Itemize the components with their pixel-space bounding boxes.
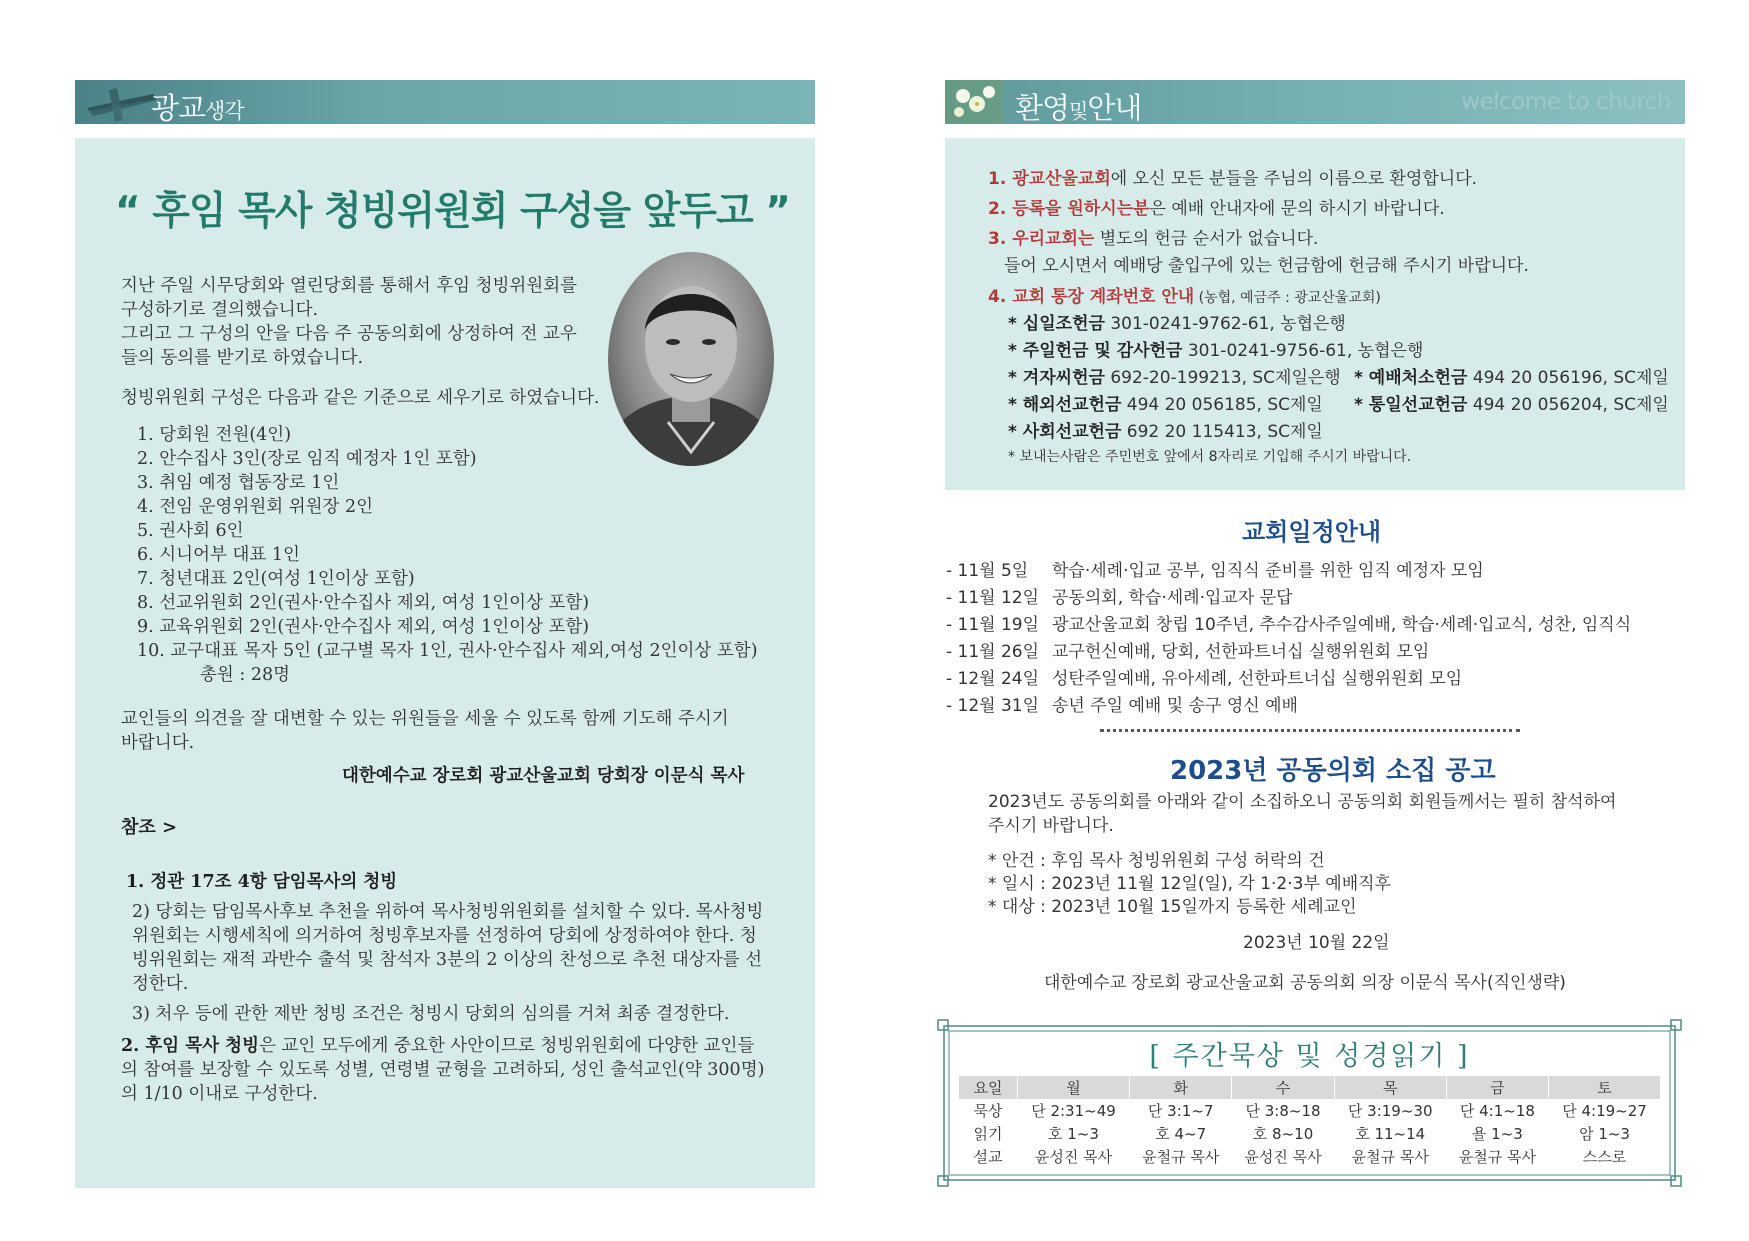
- list-item: - 12월 24일 성탄주일예배, 유아세례, 선한파트너십 실행위원회 모임: [946, 669, 1463, 689]
- criteria-list: [137, 423, 758, 687]
- schedule-list: [946, 556, 1631, 718]
- reference-title: 참조 >: [121, 817, 178, 838]
- table-row: 묵상 단 2:31~49 단 3:1~7 단 3:8~18 단 3:19~30 단 4:1~18 단 4:19~27: [959, 1099, 1661, 1122]
- list-item: 5. 권사회 6인: [137, 521, 244, 541]
- account-tithe: * 십일조헌금 301-0241-9762-61, 농협은행: [1008, 314, 1346, 334]
- list-item: - 11월 26일 교구헌신예배, 당회, 선한파트너십 실행위원회 모임: [946, 642, 1430, 662]
- list-item: * 안건 : 후임 목사 청빙위원회 구성 허락의 건: [988, 851, 1325, 871]
- account-social-mission: * 사회선교헌금 692 20 115413, SC제일: [1008, 422, 1323, 442]
- welcome-item-4: 4. 교회 통장 계좌번호 안내 (농협, 예금주 : 광교산울교회): [988, 287, 1381, 307]
- reference-2: 2. 후임 목사 청빙은 교인 모두에게 중요한 사안이므로 청빙위원회에 다양한 교인들 의 참여를 보장할 수 있도록 성별, 연령별 균형을 고려하되, 성인 출석교인(약 300명) 의 1/10 이내로 구성한다.: [121, 1036, 765, 1104]
- left-header-title: 광교생각: [151, 91, 244, 125]
- reference-1-title: 1. 정관 17조 4항 담임목사의 청빙: [126, 872, 398, 892]
- list-item: - 12월 31일 송년 주일 예배 및 송구 영신 예배: [946, 696, 1298, 716]
- list-item: - 11월 19일 광교산울교회 창립 10주년, 추수감사주일예배, 학습·세례·입교식, 성찬, 임직식: [946, 615, 1632, 635]
- reference-1-clause-3: 3) 처우 등에 관한 제반 청빙 조건은 청빙시 당회의 심의를 거쳐 최종 결정한다.: [132, 1004, 730, 1024]
- list-item: 7. 청년대표 2인(여성 1인이상 포함): [137, 569, 415, 589]
- headline: “ 후임 목사 청빙위원회 구성을 앞두고 ”: [115, 189, 790, 234]
- account-worship-place: * 예배처소헌금 494 20 056196, SC제일: [1354, 368, 1669, 388]
- list-item: 6. 시니어부 대표 1인: [137, 545, 300, 565]
- criteria-intro: 청빙위원회 구성은 다음과 같은 기준으로 세우기로 하였습니다.: [121, 388, 600, 408]
- list-item: 4. 전임 운영위원회 위원장 2인: [137, 497, 374, 517]
- meeting-title: 2023년 공동의회 소집 공고: [1170, 756, 1496, 786]
- list-item: 8. 선교위원회 2인(권사·안수집사 제외, 여성 1인이상 포함): [137, 593, 590, 613]
- table-row: 요일 월 화 수 목 금 토: [959, 1076, 1661, 1099]
- meeting-date: 2023년 10월 22일: [1243, 933, 1390, 953]
- account-note: * 보내는사람은 주민번호 앞에서 8자리로 기입해 주시기 바랍니다.: [1008, 449, 1412, 465]
- list-item: - 11월 5일 학습·세례·입교 공부, 임직식 준비를 위한 임직 예정자 모임: [946, 561, 1484, 581]
- header-watermark: welcome to church: [1461, 89, 1671, 115]
- list-item: 10. 교구대표 목자 5인 (교구별 목자 1인, 권사·안수집사 제외,여성 2인이상 포함): [137, 641, 758, 661]
- reference-1-clause-2: 2) 당회는 담임목사후보 추천을 위하여 목사청빙위원회를 설치할 수 있다. 목사청빙 위원회는 시행세칙에 의거하여 청빙후보자를 선정하여 당회에 상정하여야 한다. 청 빙위원회는 재적 과반수 출석 및 참석자 3분의 2 이상의 찬성으로 추천 대상자를 선 정한다.: [132, 902, 764, 994]
- meeting-signature: 대한예수교 장로회 광교산울교회 공동의회 의장 이문식 목사(직인생략): [1044, 973, 1566, 993]
- right-header-title: 환영및안내: [1015, 91, 1142, 125]
- table-row: 읽기 호 1~3 호 4~7 호 8~10 호 11~14 욜 1~3 암 1~3: [959, 1122, 1661, 1145]
- meeting-intro: 2023년도 공동의회를 아래와 같이 소집하오니 공동의회 회원들께서는 필히 참석하여 주시기 바랍니다.: [988, 792, 1617, 836]
- left-section-header: [75, 80, 815, 124]
- list-item: * 일시 : 2023년 11월 12일(일), 각 1·2·3부 예배직후: [988, 874, 1391, 894]
- welcome-item-1: 1. 광교산울교회에 오신 모든 분들을 주님의 이름으로 환영합니다.: [988, 169, 1478, 189]
- list-item: - 11월 12일 공동의회, 학습·세례·입교자 문답: [946, 588, 1293, 608]
- account-overseas-mission: * 해외선교헌금 494 20 056185, SC제일: [1008, 395, 1323, 415]
- prayer-request: 교인들의 의견을 잘 대변할 수 있는 위원들을 세울 수 있도록 함께 기도해 주시기 바랍니다.: [121, 709, 729, 753]
- list-item: * 대상 : 2023년 10월 15일까지 등록한 세례교인: [988, 897, 1357, 917]
- dotted-divider: [1100, 729, 1520, 732]
- intro-paragraph: 지난 주일 시무당회와 열린당회를 통해서 후임 청빙위원회를 구성하기로 결의했습니다. 그리고 그 구성의 안을 다음 주 공동의회에 상정하여 전 교우 들의 동의를 받기로 하였습니다.: [121, 276, 577, 368]
- cross-icon: [83, 88, 161, 122]
- total-count: 총원 : 28명: [200, 665, 291, 685]
- account-mustard: * 겨자씨헌금 692-20-199213, SC제일은행: [1008, 368, 1341, 388]
- weekly-reading-table: [958, 1076, 1660, 1168]
- welcome-item-3: 3. 우리교회는 별도의 헌금 순서가 없습니다.: [988, 229, 1319, 249]
- welcome-item-3-line2: 들어 오시면서 예배당 출입구에 있는 헌금함에 헌금해 주시기 바랍니다.: [1004, 256, 1529, 276]
- weekly-reading-frame: [936, 1018, 1683, 1188]
- left-signature: 대한예수교 장로회 광교산울교회 당회장 이문식 목사: [342, 766, 745, 786]
- right-section-header: [945, 80, 1685, 124]
- account-unification-mission: * 통일선교헌금 494 20 056204, SC제일: [1354, 395, 1669, 415]
- list-item: 3. 취임 예정 협동장로 1인: [137, 473, 340, 493]
- list-item: 9. 교육위원회 2인(권사·안수집사 제외, 여성 1인이상 포함): [137, 617, 590, 637]
- list-item: 1. 당회원 전원(4인): [137, 425, 292, 445]
- list-item: 2. 안수집사 3인(장로 임직 예정자 1인 포함): [137, 449, 477, 469]
- table-row: 설교 윤성진 목사 윤철규 목사 윤성진 목사 윤철규 목사 윤철규 목사 스스로: [959, 1145, 1661, 1168]
- weekly-title: [ 주간묵상 및 성경읽기 ]: [1149, 1041, 1470, 1072]
- flower-icon: [945, 80, 1003, 124]
- schedule-title: 교회일정안내: [1242, 518, 1382, 546]
- meeting-items: [988, 850, 1391, 919]
- welcome-item-2: 2. 등록을 원하시는분은 예배 안내자에 문의 하시기 바랍니다.: [988, 199, 1445, 219]
- account-sunday: * 주일헌금 및 감사헌금 301-0241-9756-61, 농협은행: [1008, 341, 1424, 361]
